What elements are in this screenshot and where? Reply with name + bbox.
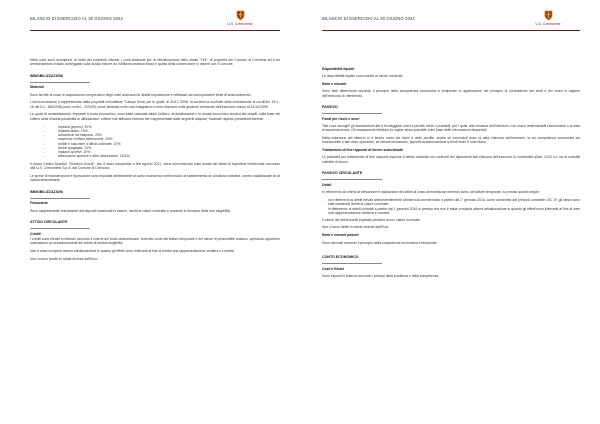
section-attivo-circolante: ATTIVO CIRCOLANTE [30, 219, 68, 224]
page-header-title: BILANCIO DI ESERCIZIO AL 30 GIUGNO 2022 [30, 16, 123, 21]
debiti-paragraph-3: Non vi sono debiti in valute diverse dall'Euro. [322, 225, 390, 230]
section-passivo-circolante: PASSIVO CIRCOLANTE [322, 170, 363, 175]
subsection-ratei-risconti: Ratei e risconti [322, 82, 347, 87]
centro-sportivo-paragraph: Il nuovo Centro Sportivo "Giovanni Arvedi", che è stato completato a fine agosto 2011, viene ammortizzato sulla durata del diritto di superficie trentennale concesso alla U.S. Cremonese S.p.A. dal Comune di Cremona. [30, 162, 280, 171]
spese-paragraph: Le spese di manutenzione e riparazione sono imputate direttamente al conto economico nell'esercizio di sostenimento se di natura ordinaria, ovvero capitalizzate se di natura straordinaria. [30, 174, 280, 183]
crediti-paragraph-2: Non è stata compiuta alcuna attualizzazione in quanto gli effetti sono irrilevanti al fine di fornire una rappresentazione veritiera e corretta. [30, 249, 235, 254]
crediti-paragraph-1: I crediti sono rilevati in bilancio secondo il criterio del costo ammortizzato, tenendo conto del fattore temporale e del valore di presumibile realizzo, operando opportune svalutazioni od accantonamenti dei crediti di dubbia esigibilità. [30, 236, 280, 246]
subsection-costi-ricavi: Costi e Ricavi [322, 266, 345, 271]
crediti-paragraph-3: Non vi sono crediti in valute diverse dall'Euro [30, 257, 98, 262]
disponibilita-paragraph: Le disponibilità liquide sono iscritte al valore nominale. [322, 74, 404, 79]
subsection-ratei-passivi: Ratei e risconti passivi [322, 233, 359, 238]
section-divider [322, 113, 382, 114]
subsection-materiali: Materiali [30, 85, 44, 90]
aliquote-list [44, 125, 280, 159]
tfr-paragraph: Le passività per trattamento di fine rapporto esprime il debito maturato nei confronti dei dipendenti alla chiusura dell'esercizio in conformità all'art. 2120 c.c. ed ai contratti collettivi di lavoro. [322, 155, 580, 164]
list-item: - in riferimento ai debiti contratti a partire dal 1 gennaio 2016 si precisa che non è stata compiuta alcuna attualizzazione in quanto gli effetti sono irrilevanti al fine di dare una rappresentazione veritiera e corretta. [322, 207, 580, 216]
section-passivo: PASSIVO [322, 104, 338, 109]
fondi-paragraph-1: Tale voce accoglie gli stanziamenti atti a fronteggiare oneri e perdite certe o probabili, per i quali, alla chiusura dell'esercizio, non erano determinabili l'ammontare o la data di sopravvenienza. Gli stanziamenti riflettono la miglior stima possibile sulla base delle informazioni disponibili. [322, 123, 580, 133]
page-header-title: BILANCIO DI ESERCIZIO AL 30 GIUGNO 2022 [322, 16, 415, 21]
section-divider [322, 179, 382, 180]
section-divider [30, 198, 90, 199]
materiali-paragraph-1: Sono iscritte al costo di acquisizione comprensivo degli oneri accessori di diretta imputazione e rettificate dai corrispondenti fondi di ammortamento. [30, 92, 252, 97]
debiti-paragraph-2: Il valore dei debiti iscritti equivale pertanto al loro valore nominale. [322, 217, 421, 222]
subsection-fondi: Fondi per rischi e oneri [322, 116, 360, 121]
section-conto-economico: CONTO ECONOMICO [322, 254, 359, 259]
section-divider [30, 82, 90, 83]
header-rule [30, 30, 280, 31]
section-immobilizzazioni-finanziarie: IMMOBILIZZAZIONI [30, 189, 64, 194]
list-item: - macchine d'ufficio elettroniche: 20%; [44, 137, 280, 141]
list-item: - attrezzature sportive e altre attrezzature: 15,5%; [44, 154, 280, 158]
left-content [30, 58, 280, 265]
subsection-finanziarie: Finanziarie [30, 201, 48, 206]
ratei-paragraph: Sono stati determinati secondo il principio della competenza economica e temporale in applicazione del principio di correlazione dei costi e dei ricavi in ragione dell'esercizio di riferimento. [322, 89, 580, 98]
debiti-list [322, 198, 580, 216]
list-item: - autoveicoli da trasporto: 20%; [44, 133, 280, 137]
intro-paragraph: Nella voce sono ricompresi, al netto dei contributi ottenuti, i costi sostenuti per la ristrutturazione dello stadio "Zini", di proprietà del Comune di Cremona ed il cui ammortamento è stato conteggiato sulla durata minore tra l'utilità economica futura e quella della convenzione in essere con il Comune. [30, 58, 280, 67]
section-divider [30, 228, 90, 229]
subsection-debiti: Debiti [322, 182, 332, 187]
ratei-passivi-paragraph: Sono calcolati secondo il principio della competenza economica e temporale. [322, 240, 438, 245]
club-logo [220, 10, 260, 26]
subsection-tfr: Trattamento di fine rapporto di lavoro subordinato [322, 148, 403, 153]
club-logo-text: U.S. Cremonese [227, 21, 253, 26]
list-item: - mobili e macchine d'ufficio ordinarie: 12%; [44, 142, 280, 146]
header-rule [322, 30, 580, 31]
list-item: - impianti audio: 19%; [44, 129, 280, 133]
subsection-crediti: Crediti [30, 231, 41, 236]
list-item: - impianti sportivi: 10%; [44, 150, 280, 154]
club-crest-icon [236, 10, 245, 21]
club-logo-text: U.S. Cremonese [535, 21, 561, 26]
materiali-paragraph-3: Le quote di ammortamento, imputate a conto economico, sono state calcolate attesi l'utilizzo, la destinazione e la durata economico-tecnica dei cespiti, sulla base del criterio della residua possibilità di utilizzazione, criterio che abbiamo ritenuto ben rappresentato dalle seguenti aliquote, invariate rispetto precedenti esercizi: [30, 112, 280, 121]
fondi-paragraph-2: Nella redazione del bilancio si è tenuto conto dei rischi e delle perdite, anche se conosciuti dopo la data chiusura dell'esercizio, la cui competenza economica sia riconducibile a tale data, operando, se ritenuti necessario, appositi accantonamenti a fondi rischi e oneri futuri. [322, 135, 580, 145]
club-crest-icon [544, 10, 553, 21]
section-divider [322, 263, 382, 264]
finanziarie-paragraph: Sono rappresentate unicamente dai depositi cauzionali in essere, iscritti al valore nominale e suddivisi in funzione della loro esigibilità. [30, 208, 231, 213]
materiali-paragraph-2: L'unica eccezione è rappresentata dalla proprietà immobiliare "Campo Soldi, per le quale, al 31/12 /2008, la società ha usufruito della rivalutazione di cui all'art. 15 c., 16 del D.L. 185/2008 (conv. nella L. 2/2009), come illustrato nella nota integrativa e nella relazione sulla gestione al bilancio dell'esercizio chiuso al 31/12/2008. [30, 100, 280, 109]
list-item: - Arredi spogliatoi: 12%; [44, 146, 280, 150]
costi-paragraph: Sono esposti in bilancio secondo i principi della prudenza e della competenza. [322, 273, 440, 278]
list-item: - non riferimenti ai debiti rilevati antecedentemente all'esercizio avente inizio a partire dal 1° gennaio 2016, come consentito dal principio contabile OIC 19, gli stessi sono stati mantenuti iscritti al valore nominale; [322, 198, 580, 207]
section-immobilizzazioni-materiali: IMMOBILIZZAZIONI [30, 73, 64, 78]
right-content [322, 67, 580, 282]
list-item: - impianti generici: 20%; [44, 125, 280, 129]
debiti-paragraph-1: In riferimento al criterio di rilevazione e valutazione dei debiti al costo ammortizzato tenendo conto del fattore temporale, si precisa quanto segue: [322, 189, 540, 194]
club-logo [528, 10, 568, 26]
subsection-disponibilita: Disponibilità liquide [322, 67, 355, 71]
right-page [300, 0, 600, 424]
